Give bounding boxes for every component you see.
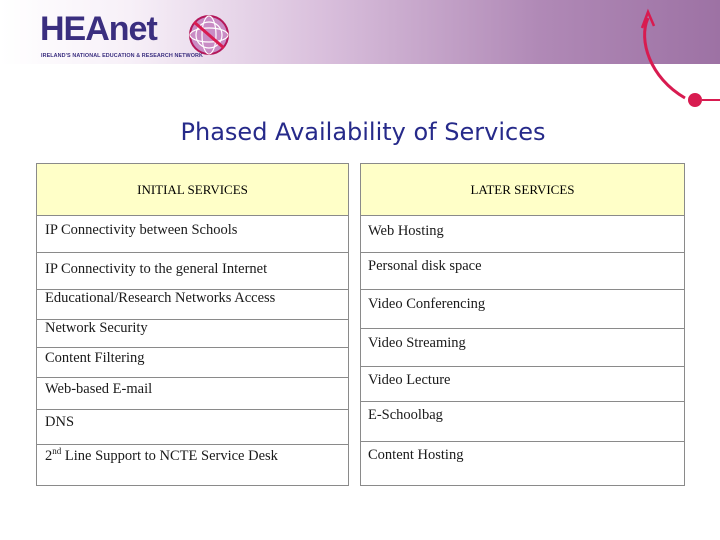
- later-services-header: LATER SERVICES: [361, 164, 684, 216]
- ordinal-suffix: nd: [52, 446, 62, 456]
- logo-wordmark: HEAnet: [40, 10, 157, 48]
- cell-text: Video Streaming: [368, 335, 466, 351]
- initial-services-table: [36, 163, 349, 486]
- cell-text: Web Hosting: [368, 223, 444, 239]
- swoosh-decoration: [600, 0, 720, 110]
- cell-text: DNS: [45, 414, 75, 430]
- table-row: [37, 378, 348, 410]
- table-row: [37, 253, 348, 290]
- cell-text: [45, 446, 278, 465]
- initial-services-header: INITIAL SERVICES: [37, 164, 348, 216]
- cell-text: Network Security: [45, 320, 148, 336]
- table-row: [361, 402, 684, 442]
- cell-text: IP Connectivity to the general Internet: [45, 261, 268, 277]
- cell-text: E-Schoolbag: [368, 407, 443, 423]
- table-row: [361, 329, 684, 367]
- cell-text: IP Connectivity between Schools: [45, 222, 238, 238]
- later-services-table: [360, 163, 685, 486]
- cell-text: Video Lecture: [368, 372, 451, 388]
- table-row: [361, 253, 684, 290]
- table-row: [361, 216, 684, 253]
- cell-text-rest: Line Support to NCTE Service Desk: [61, 447, 278, 464]
- heanet-logo: [40, 6, 204, 64]
- cell-text: Web-based E-mail: [45, 381, 153, 397]
- cell-text: Video Conferencing: [368, 296, 486, 312]
- cell-text: Personal disk space: [368, 258, 482, 274]
- logo-tagline: IRELAND'S NATIONAL EDUCATION & RESEARCH NETWORK: [41, 53, 204, 59]
- ordinal-number: 2: [45, 447, 53, 464]
- table-row: [37, 216, 348, 253]
- table-row: [37, 445, 348, 487]
- table-row: [37, 290, 348, 320]
- table-row: [361, 367, 684, 402]
- page-title: Phased Availability of Services: [180, 118, 546, 146]
- cell-text: Content Hosting: [368, 447, 464, 463]
- cell-text: Educational/Research Networks Access: [45, 290, 276, 306]
- table-row: [37, 320, 348, 348]
- cell-text: Content Filtering: [45, 350, 145, 366]
- table-row: [361, 290, 684, 329]
- table-row: [37, 410, 348, 445]
- table-row: [37, 348, 348, 378]
- header-band: [0, 0, 720, 64]
- globe-icon: [186, 12, 232, 58]
- table-row: [361, 442, 684, 487]
